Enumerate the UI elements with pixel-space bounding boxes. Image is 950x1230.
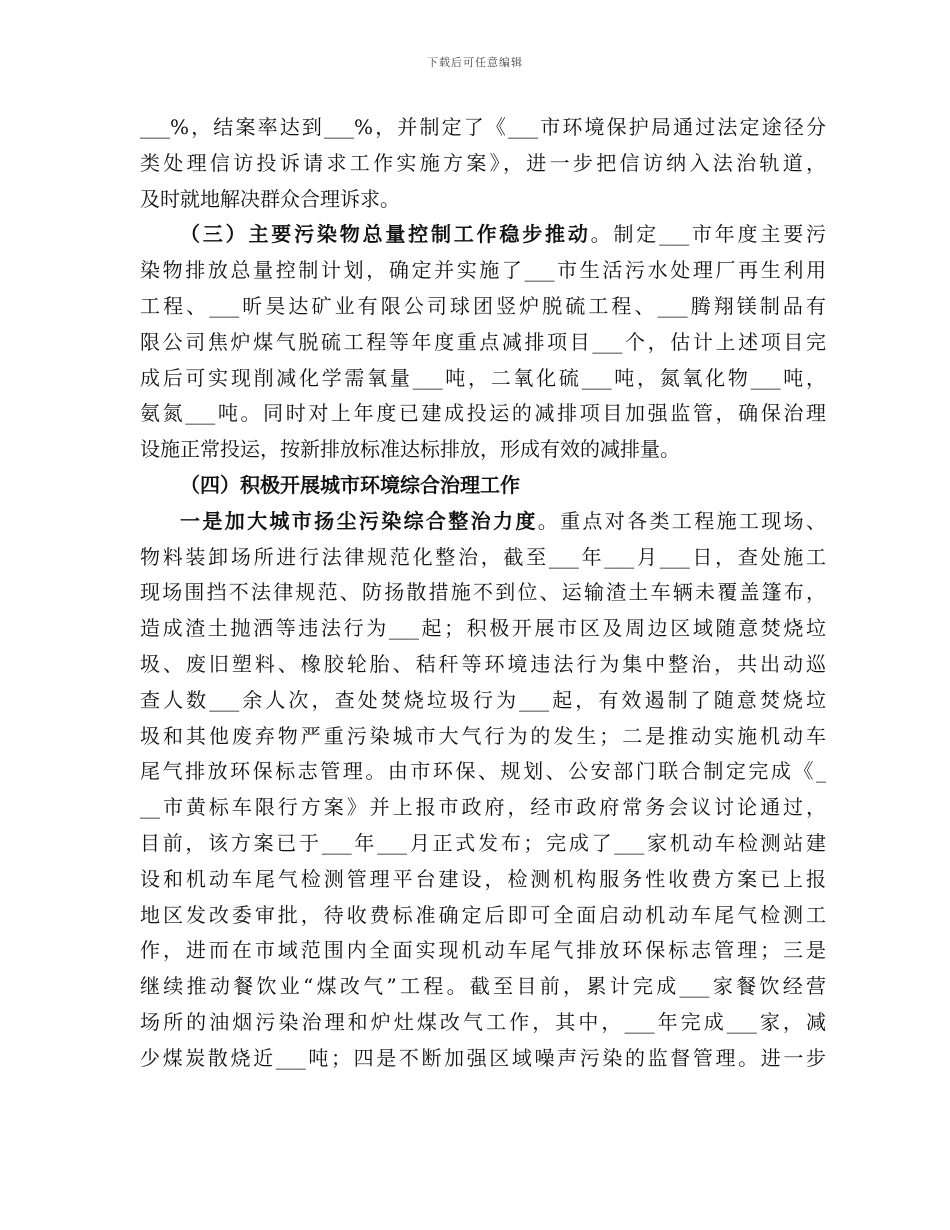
text-line bbox=[140, 1041, 826, 1077]
line-text: 查人数___余人次，查处焚烧垃圾行为___起，有效遏制了随意焚烧垃 bbox=[140, 687, 826, 712]
line-text: 少煤炭散烧近___吨；四是不断加强区域噪声污染的监督管理。进一步 bbox=[140, 1045, 826, 1070]
line-text: 圾、废旧塑料、橡胶轮胎、秸秆等环境违法行为集中整治，共出动巡 bbox=[140, 651, 826, 676]
text-line bbox=[140, 182, 826, 218]
line-text: ___%，结案率达到___%，并制定了《___市环境保护局通过法定途径分 bbox=[140, 115, 826, 139]
page-header: 下载后可任意编辑 bbox=[427, 56, 523, 69]
text-line bbox=[140, 253, 826, 289]
line-text: 作，进而在市域范围内全面实现机动车尾气排放环保标志管理；三是 bbox=[140, 938, 826, 963]
text-line bbox=[140, 468, 826, 504]
line-text: 设施正常投运，按新排放标准达标排放，形成有效的减排量。 bbox=[140, 437, 680, 462]
text-line bbox=[140, 504, 826, 540]
line-text: 成后可实现削减化学需氧量___吨，二氧化硫___吨，氮氧化物___吨， bbox=[140, 365, 826, 390]
text-line bbox=[140, 1005, 826, 1041]
text-line bbox=[140, 969, 826, 1005]
section-heading: 一是加大城市扬尘污染综合整治力度 bbox=[180, 508, 538, 533]
text-line bbox=[140, 110, 826, 146]
line-text: 造成渣土抛洒等违法行为___起；积极开展市区及周边区域随意焚烧垃 bbox=[140, 616, 826, 641]
line-text: 。制定___市年度主要污 bbox=[590, 222, 827, 247]
text-line bbox=[140, 217, 826, 253]
text-line bbox=[140, 289, 826, 325]
text-line bbox=[140, 719, 826, 755]
text-line bbox=[140, 575, 826, 611]
section-heading: （三）主要污染物总量控制工作稳步推动 bbox=[180, 222, 591, 247]
line-text: 设和机动车尾气检测管理平台建设，检测机构服务性收费方案已上报 bbox=[140, 866, 826, 891]
line-text: 氨氮___吨。同时对上年度已建成投运的减排项目加强监管，确保治理 bbox=[140, 401, 826, 426]
line-text: 类处理信访投诉请求工作实施方案》，进一步把信访纳入法治轨道， bbox=[140, 150, 826, 175]
text-line bbox=[140, 432, 826, 468]
line-text: 场所的油烟污染治理和炉灶煤改气工作，其中，___年完成___家，减 bbox=[140, 1009, 826, 1034]
line-text: 染物排放总量控制计划，确定并实施了___市生活污水处理厂再生利用 bbox=[140, 258, 826, 283]
text-line bbox=[140, 933, 826, 969]
text-line bbox=[140, 325, 826, 361]
line-text: 继续推动餐饮业“煤改气”工程。截至目前，累计完成___家餐饮经营 bbox=[140, 974, 826, 999]
document-body bbox=[140, 110, 826, 1077]
line-text: 限公司焦炉煤气脱硫工程等年度重点减排项目___个，估计上述项目完 bbox=[140, 329, 826, 354]
text-line bbox=[140, 647, 826, 683]
text-line bbox=[140, 898, 826, 934]
line-text: 物料装卸场所进行法律规范化整治，截至___年___月___日，查处施工 bbox=[140, 544, 826, 569]
text-line bbox=[140, 862, 826, 898]
text-line bbox=[140, 826, 826, 862]
line-text: 及时就地解决群众合理诉求。 bbox=[140, 186, 400, 211]
text-line bbox=[140, 790, 826, 826]
text-line bbox=[140, 540, 826, 576]
line-text: 尾气排放环保标志管理。由市环保、规划、公安部门联合制定完成《_ bbox=[140, 759, 826, 784]
text-line bbox=[140, 754, 826, 790]
section-heading: （四）积极开展城市环境综合治理工作 bbox=[180, 472, 520, 497]
text-line bbox=[140, 683, 826, 719]
line-text: 圾和其他废弃物严重污染城市大气行为的发生；二是推动实施机动车 bbox=[140, 723, 826, 748]
text-line bbox=[140, 396, 826, 432]
line-text: __市黄标车限行方案》并上报市政府，经市政府常务会议讨论通过， bbox=[140, 795, 826, 820]
text-line bbox=[140, 146, 826, 182]
line-text: 工程、___昕昊达矿业有限公司球团竖炉脱硫工程、___腾翔镁制品有 bbox=[140, 293, 826, 318]
text-line bbox=[140, 611, 826, 647]
line-text: 。重点对各类工程施工现场、 bbox=[537, 508, 827, 533]
line-text: 地区发改委审批，待收费标准确定后即可全面启动机动车尾气检测工 bbox=[140, 902, 826, 927]
text-line bbox=[140, 361, 826, 397]
line-text: 目前，该方案已于___年___月正式发布；完成了___家机动车检测站建 bbox=[140, 830, 826, 855]
line-text: 现场围挡不法律规范、防扬散措施不到位、运输渣土车辆未覆盖篷布， bbox=[140, 580, 826, 605]
